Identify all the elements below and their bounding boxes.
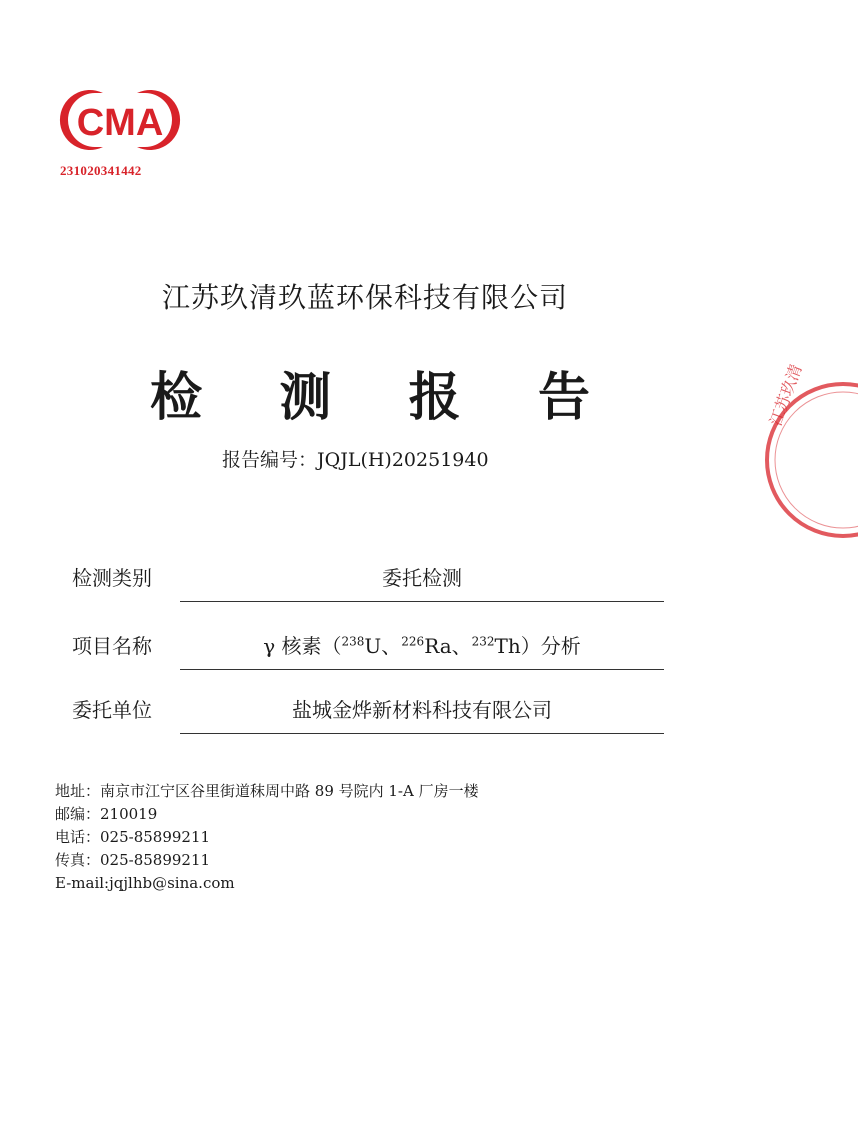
cma-logo-text: CMA [76,102,164,144]
contact-address: 地址：南京市江宁区谷里街道秣周中路 89 号院内 1-A 厂房一楼 [55,782,479,800]
th-symbol: Th [494,634,521,658]
company-name: 江苏玖清玖蓝环保科技有限公司 [161,281,568,314]
report-title [150,355,590,430]
divider-line [180,733,664,734]
contact-fax: 传真：025-85899211 [55,851,211,869]
test-category-label: 检测类别 [72,566,152,590]
contact-email: E-mail:jqjlhb@sina.com [55,874,235,892]
title-char: 检 [150,368,203,428]
ra-symbol: Ra、 [424,634,472,658]
row-project-name [72,620,664,670]
divider-line [180,601,664,602]
client-label: 委托单位 [72,698,152,722]
title-char: 告 [537,368,590,428]
test-category-value: 委托检测 [382,566,462,590]
report-number-value: JQJL(H)20251940 [317,449,489,471]
contact-info [55,780,479,895]
project-name-value [180,630,664,659]
cma-logo [55,85,185,155]
th-mass-number: 232 [471,634,495,649]
ra-mass-number: 226 [401,634,425,649]
title-char: 报 [408,368,461,428]
u-symbol: U、 [364,634,402,658]
company-seal [758,361,858,545]
row-test-category [72,552,664,602]
u-mass-number: 238 [341,634,365,649]
seal-text: 江苏玖清 [765,361,806,429]
row-client [72,684,664,734]
title-char: 测 [279,368,332,428]
cma-certificate-number: 231020341442 [60,163,142,178]
project-suffix: ）分析 [520,634,581,658]
project-prefix: 核素（ [275,634,342,658]
divider-line [180,669,664,670]
project-name-label: 项目名称 [72,634,152,658]
contact-postcode: 邮编：210019 [55,805,158,823]
client-value: 盐城金烨新材料科技有限公司 [292,698,552,722]
report-number [222,445,489,472]
contact-phone: 电话：025-85899211 [55,828,211,846]
report-number-label: 报告编号： [222,449,318,471]
gamma-symbol: γ [263,634,276,658]
